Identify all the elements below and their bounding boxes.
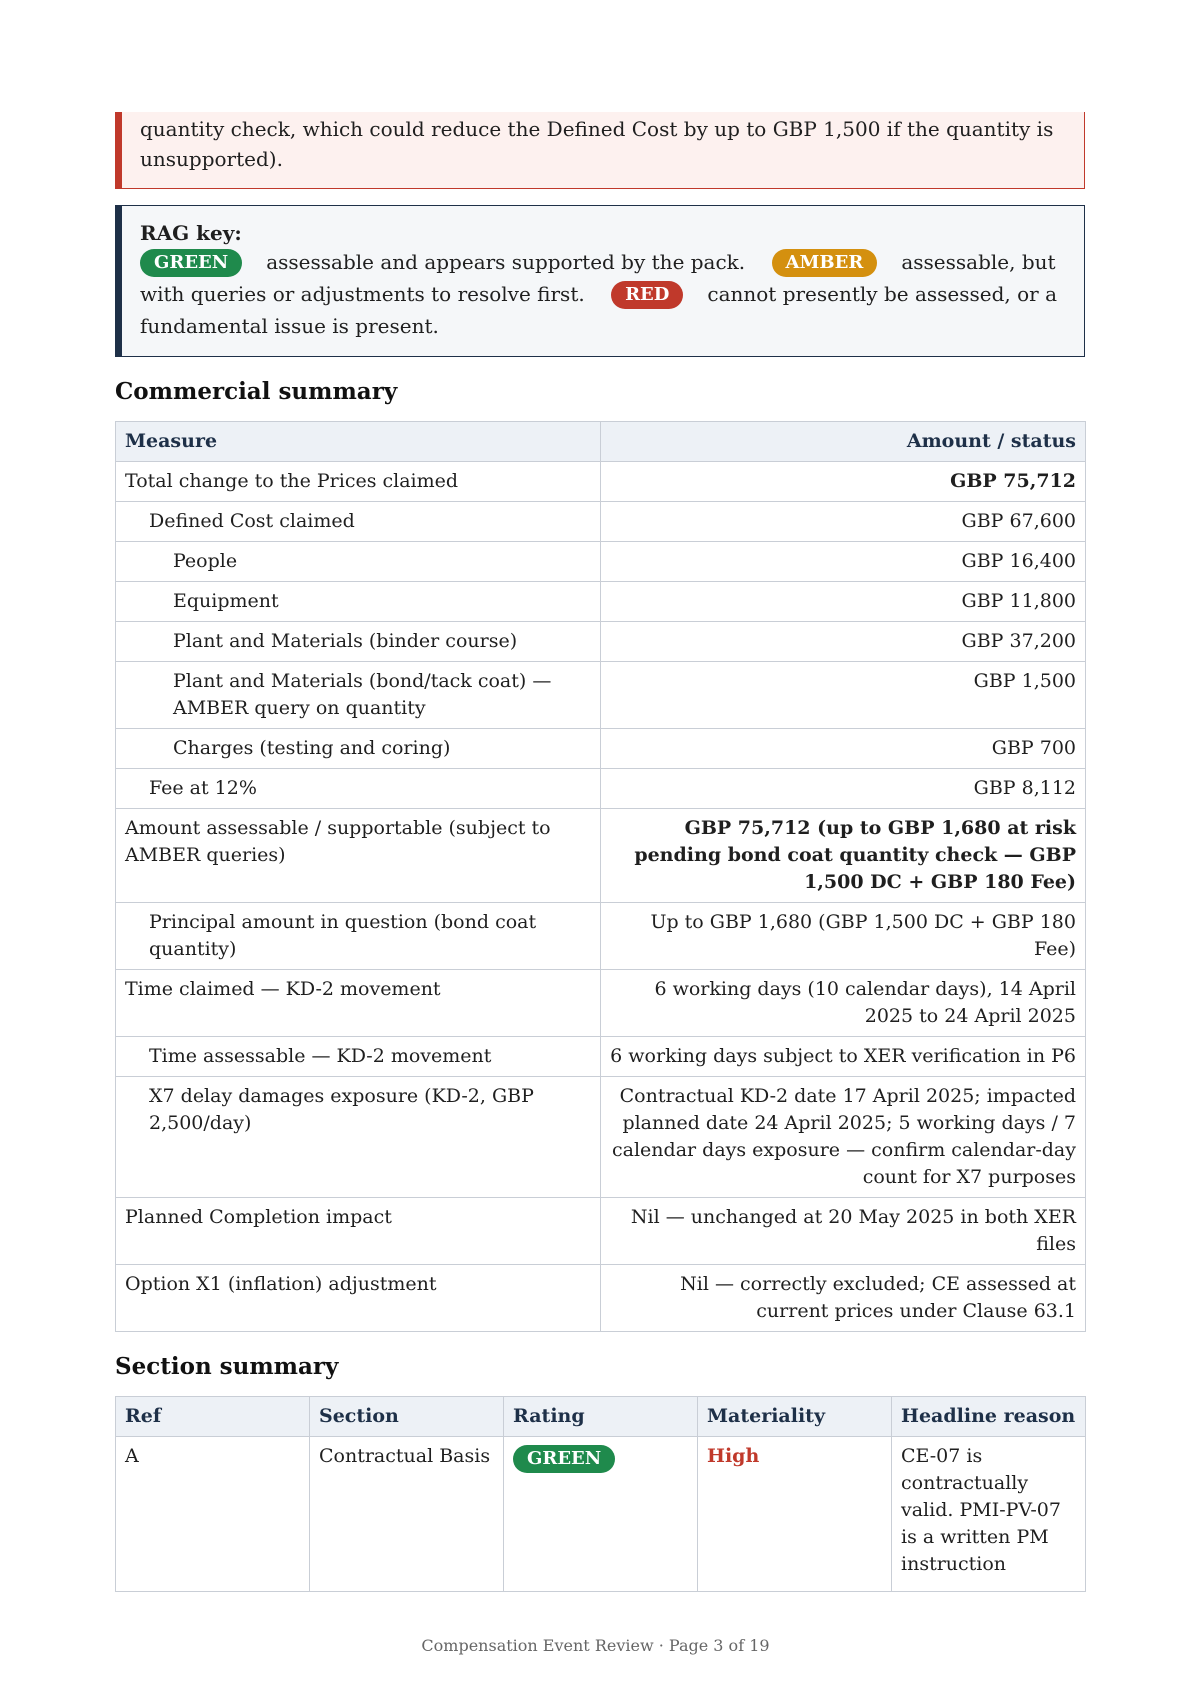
rag-red-badge: RED xyxy=(611,281,683,309)
table-row xyxy=(116,502,1086,542)
table-row xyxy=(116,809,1086,903)
column-header-rating: Rating xyxy=(504,1397,698,1437)
rag-green-text: assessable and appears supported by the pack. xyxy=(266,250,746,274)
table-row xyxy=(116,1198,1086,1265)
measure-cell: Time claimed — KD-2 movement xyxy=(116,970,601,1037)
table-row xyxy=(116,1265,1086,1332)
column-header-materiality: Materiality xyxy=(698,1397,892,1437)
measure-cell: Time assessable — KD-2 movement xyxy=(116,1037,601,1077)
rag-key-title: RAG key: xyxy=(140,221,242,245)
column-header-amount: Amount / status xyxy=(601,422,1086,462)
amount-cell: Nil — unchanged at 20 May 2025 in both XER files xyxy=(601,1198,1086,1265)
page-footer: Compensation Event Review · Page 3 of 19 xyxy=(421,1636,770,1655)
table-row xyxy=(116,622,1086,662)
table-row xyxy=(116,970,1086,1037)
measure-cell: Defined Cost claimed xyxy=(116,502,601,542)
rag-key-box xyxy=(115,205,1085,357)
amount-cell: Contractual KD-2 date 17 April 2025; impacted planned date 24 April 2025; 5 working days / 7 calendar days exposure — confirm calendar-day count for X7 purposes xyxy=(601,1077,1086,1198)
measure-cell: Plant and Materials (binder course) xyxy=(116,622,601,662)
rating-badge: GREEN xyxy=(513,1445,615,1473)
amount-cell: GBP 11,800 xyxy=(601,582,1086,622)
table-row xyxy=(116,662,1086,729)
measure-cell: Charges (testing and coring) xyxy=(116,729,601,769)
measure-cell: Total change to the Prices claimed xyxy=(116,462,601,502)
amount-cell: GBP 8,112 xyxy=(601,769,1086,809)
table-row xyxy=(116,582,1086,622)
materiality-value: High xyxy=(707,1445,760,1467)
table-row xyxy=(116,462,1086,502)
measure-cell: Amount assessable / supportable (subject to AMBER queries) xyxy=(116,809,601,903)
rag-amber-badge: AMBER xyxy=(772,249,878,277)
table-row xyxy=(116,769,1086,809)
measure-cell: Fee at 12% xyxy=(116,769,601,809)
amount-cell: 6 working days (10 calendar days), 14 April 2025 to 24 April 2025 xyxy=(601,970,1086,1037)
measure-cell: Option X1 (inflation) adjustment xyxy=(116,1265,601,1332)
amount-cell: Up to GBP 1,680 (GBP 1,500 DC + GBP 180 Fee) xyxy=(601,903,1086,970)
table-header-row xyxy=(116,422,1086,462)
amount-cell: GBP 67,600 xyxy=(601,502,1086,542)
section-summary-heading: Section summary xyxy=(115,1353,339,1380)
risk-callout xyxy=(115,112,1085,189)
table-row xyxy=(116,1437,1086,1592)
amount-cell: GBP 75,712 (up to GBP 1,680 at risk pending bond coat quantity check — GBP 1,500 DC + GBP 180 Fee) xyxy=(601,809,1086,903)
amount-cell: GBP 700 xyxy=(601,729,1086,769)
amount-cell: GBP 75,712 xyxy=(601,462,1086,502)
risk-callout-text: quantity check, which could reduce the Defined Cost by up to GBP 1,500 if the quantity is unsupported). xyxy=(140,117,1054,171)
table-row xyxy=(116,1077,1086,1198)
measure-cell: People xyxy=(116,542,601,582)
rag-green-badge: GREEN xyxy=(140,249,242,277)
reason-cell: CE-07 is contractually valid. PMI-PV-07 is a written PM instruction xyxy=(892,1437,1086,1592)
measure-cell: Plant and Materials (bond/tack coat) — AMBER query on quantity xyxy=(116,662,601,729)
measure-cell: X7 delay damages exposure (KD-2, GBP 2,500/day) xyxy=(116,1077,601,1198)
amount-cell: 6 working days subject to XER verification in P6 xyxy=(601,1037,1086,1077)
table-header-row xyxy=(116,1397,1086,1437)
amount-cell: GBP 16,400 xyxy=(601,542,1086,582)
commercial-summary-table xyxy=(115,421,1086,1332)
materiality-cell xyxy=(698,1437,892,1592)
measure-cell: Principal amount in question (bond coat quantity) xyxy=(116,903,601,970)
table-row xyxy=(116,542,1086,582)
rag-red-text: cannot presently be assessed, or a fundamental issue is present. xyxy=(140,282,1058,338)
rag-key-body xyxy=(140,246,1064,342)
rating-cell xyxy=(504,1437,698,1592)
document-page xyxy=(115,112,1085,1592)
table-row xyxy=(116,1037,1086,1077)
table-row xyxy=(116,729,1086,769)
measure-cell: Equipment xyxy=(116,582,601,622)
measure-cell: Planned Completion impact xyxy=(116,1198,601,1265)
column-header-section: Section xyxy=(310,1397,504,1437)
amount-cell: Nil — correctly excluded; CE assessed at current prices under Clause 63.1 xyxy=(601,1265,1086,1332)
section-cell: Contractual Basis xyxy=(310,1437,504,1592)
table-row xyxy=(116,903,1086,970)
column-header-measure: Measure xyxy=(116,422,601,462)
ref-cell: A xyxy=(116,1437,310,1592)
commercial-summary-heading: Commercial summary xyxy=(115,378,398,405)
column-header-ref: Ref xyxy=(116,1397,310,1437)
column-header-reason: Headline reason xyxy=(892,1397,1086,1437)
rag-amber-text: assessable, but with queries or adjustments to resolve first. xyxy=(140,250,1056,306)
section-summary-table xyxy=(115,1396,1086,1592)
amount-cell: GBP 37,200 xyxy=(601,622,1086,662)
amount-cell: GBP 1,500 xyxy=(601,662,1086,729)
